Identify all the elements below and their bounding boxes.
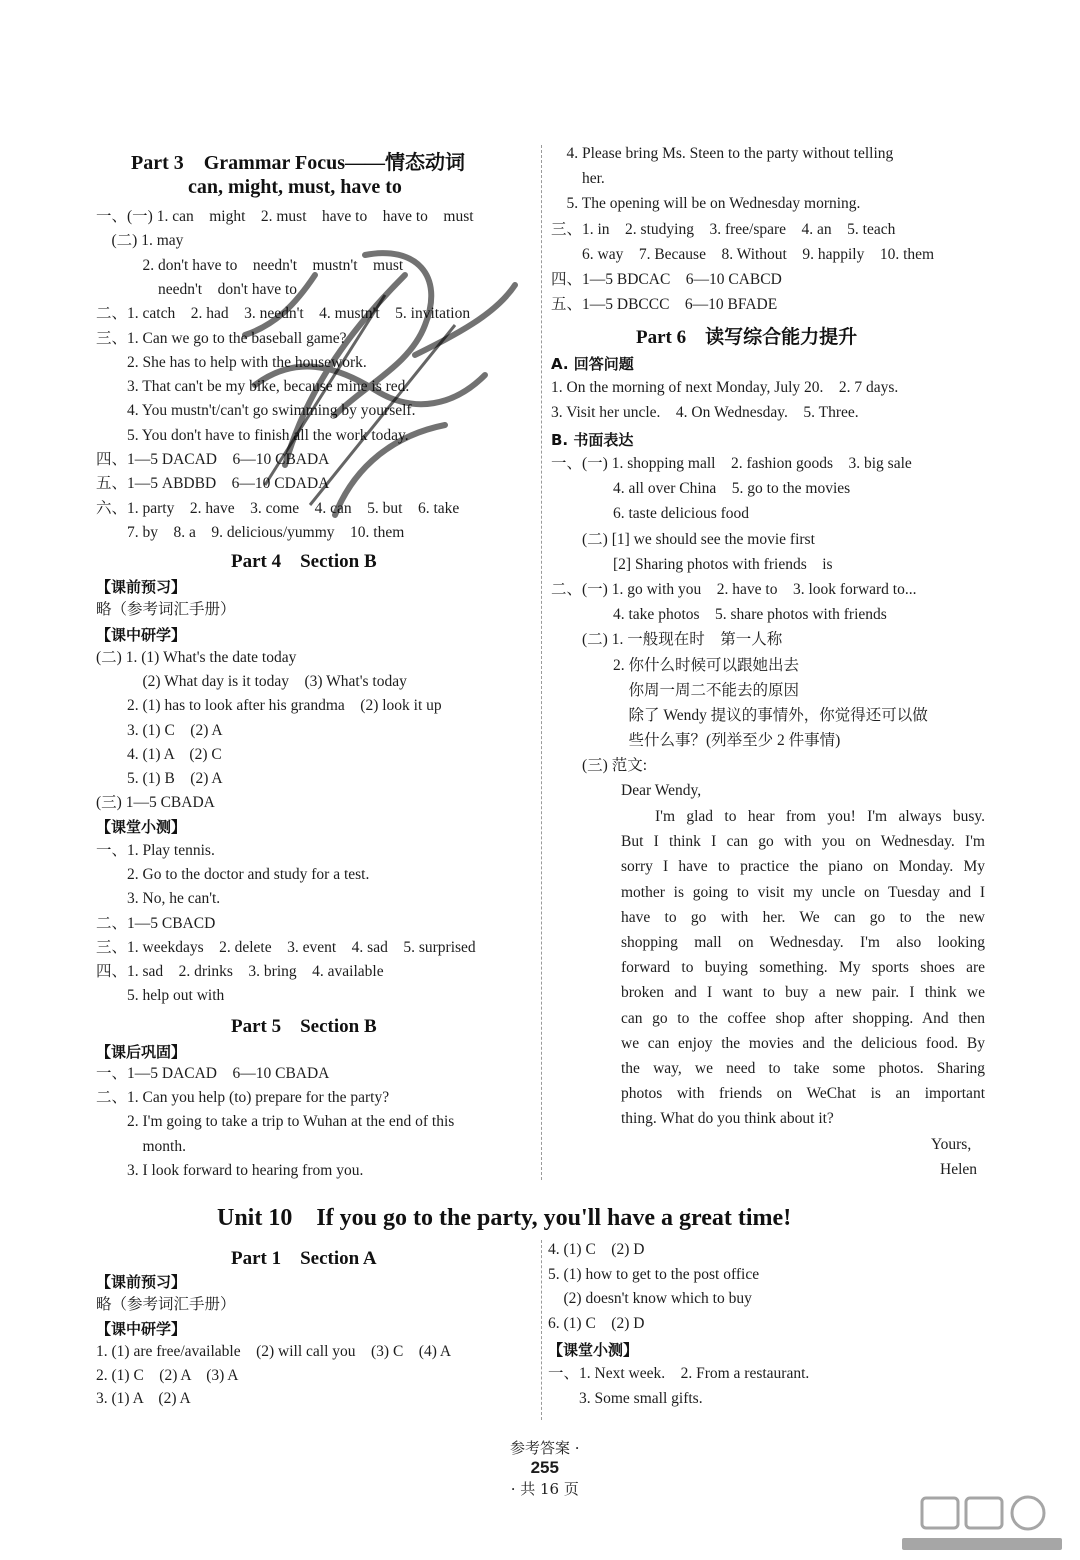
answer-line: 2. She has to help with the housework. [96,353,367,371]
unit10-tag-quiz: 【课堂小测】 [548,1341,639,1359]
column-divider [541,145,542,1180]
answer-line: 三、1. weekdays 2. delete 3. event 4. sad 5. surprised [96,938,476,956]
answer-line: 5. (1) how to get to the post office [548,1265,760,1283]
answer-line: 4. (1) C (2) D [548,1241,645,1258]
unit10-preview-text: 略（参考词汇手册） [96,1296,236,1313]
answer-line: 3. Some small gifts. [548,1390,703,1407]
letter-line: we can enjoy the movies and the delicious food. By [621,1034,985,1052]
section-tag-study: 【课中研学】 [96,626,187,644]
answer-line: 一、1—5 DACAD 6—10 CBADA [96,1065,330,1082]
section-tag-quiz: 【课堂小测】 [96,818,187,836]
answer-line: 7. by 8. a 9. delicious/yummy 10. them [96,523,405,541]
answer-line: (三) 1—5 CBADA [96,794,215,812]
answer-line: 4. Please bring Ms. Steen to the party without telling [551,145,894,162]
page-footer [0,1419,1080,1499]
letter-line: can go to the coffee shop after shopping. And then [621,1009,985,1027]
section-tag-preview: 【课前预习】 [96,578,187,596]
footer-suffix: · 共 16 页 [510,1480,579,1498]
answer-line: 6. way 7. Because 8. Without 9. happily 10. them [551,245,935,263]
answer-line: 一、1. Play tennis. [96,842,215,859]
answer-line: 5. The opening will be on Wednesday morning. [551,195,861,213]
unit10-title: Unit 10 If you go to the party, you'll have a great time! [217,1205,792,1231]
answer-line: 3. (1) A (2) A [96,1390,191,1407]
answer-line: (2) What day is it today (3) What's today [96,673,407,691]
answer-line: 3. I look forward to hearing from you. [96,1161,364,1179]
answer-line: 4. all over China 5. go to the movies [551,480,851,498]
letter-line: thing. What do you think about it? [621,1110,834,1128]
letter-line: I'm glad to hear from you! I'm always busy. [655,808,985,825]
answer-line: 3. No, he can't. [96,890,221,908]
answer-line: 五、1—5 ABDBD 6—10 CDADA [96,475,330,493]
letter-line: sorry I have to practice the piano on Monday. My [621,858,985,876]
answer-line: 5. You don't have to finish all the work today. [96,426,409,444]
part4-heading: Part 4 Section B [231,551,377,572]
answer-line: [2] Sharing photos with friends is [551,555,833,573]
letter-line: photos with friends on WeChat is an important [621,1085,985,1103]
answer-line: 一、(一) 1. can might 2. must have to have to must [96,208,474,225]
answer-line: (二) 1. may [96,232,184,250]
writing-tag: B. 书面表达 [551,431,634,449]
answer-line: 2. don't have to needn't mustn't must [96,256,404,274]
letter-line: shopping mall on Wednesday. I'm also looking [621,934,985,951]
page-number: 255 [530,1458,559,1477]
answer-line: 2. 你什么时候可以跟她出去 [551,656,800,674]
answer-line: 3. Visit her uncle. 4. On Wednesday. 5. Three. [551,404,859,421]
answer-line: (2) doesn't know which to buy [548,1290,752,1308]
answer-line: 二、1. Can you help (to) prepare for the party? [96,1089,390,1107]
answer-line: 4. (1) A (2) C [96,745,222,763]
corner-logo [882,1494,1072,1554]
unit10-part1-heading: Part 1 Section A [231,1248,377,1269]
answer-line: 3. That can't be my bike, because mine is red. [96,378,410,396]
preview-text: 略（参考词汇手册） [96,601,236,618]
answer-line: 一、1. Next week. 2. From a restaurant. [548,1365,810,1382]
answer-line: (二) [1] we should see the movie first [551,530,815,548]
answer-line: 二、1—5 CBACD [96,914,216,932]
answer-line: 5. (1) B (2) A [96,770,223,787]
answer-line: 四、1—5 DACAD 6—10 CBADA [96,451,330,468]
answer-line: 2. Go to the doctor and study for a test. [96,866,370,884]
answer-line: 6. (1) C (2) D [548,1315,645,1333]
part3-subheading: can, might, must, have to [188,176,402,198]
letter-line: But I think I can go with you on Wednesday. I'm [621,833,985,851]
answer-line: 2. I'm going to take a trip to Wuhan at the end of this [96,1113,455,1131]
letter-signature: Helen [940,1161,978,1178]
answer-line: 六、1. party 2. have 3. come 4. can 5. but 6. take [96,499,460,517]
answer-line: her. [551,170,605,188]
answer-line: 五、1—5 DBCCC 6—10 BFADE [551,296,778,314]
part3-heading: Part 3 Grammar Focus——情态动词 [131,152,466,174]
answer-line: needn't don't have to [96,280,298,298]
answer-line: 2. (1) C (2) A (3) A [96,1366,239,1384]
answer-line: (二) 1. 一般现在时 第一人称 [551,631,783,649]
part6-heading: Part 6 读写综合能力提升 [636,327,858,348]
letter-line: the way, we need to take some photos. Sharing [621,1060,985,1077]
answer-line: 4. take photos 5. share photos with friends [551,606,887,624]
answer-line: 二、(一) 1. go with you 2. have to 3. look forward to... [551,581,917,598]
answer-line: 四、1. sad 2. drinks 3. bring 4. available [96,963,384,980]
answer-line: 3. (1) C (2) A [96,721,223,739]
answer-line: 1. On the morning of next Monday, July 20. 2. 7 days. [551,379,899,396]
answer-line: 1. (1) are free/available (2) will call you (3) C (4) A [96,1343,452,1360]
column-divider-bottom [541,1240,542,1420]
answer-line: 些什么事？(列举至少 2 件事情) [551,732,841,750]
letter-line: have to go with her. We can go to the new [621,908,985,926]
answer-line: 除了 Wendy 提议的事情外，你觉得还可以做 [551,707,928,724]
answer-line: 2. (1) has to look after his grandma (2) look it up [96,697,442,715]
letter-line: broken and I want to buy a new pair. I think we [621,984,985,1002]
answer-line: 四、1—5 BDCAC 6—10 CABCD [551,271,782,288]
letter-greeting: Dear Wendy, [621,782,702,799]
unit10-tag-study: 【课中研学】 [96,1320,187,1338]
answer-line: month. [96,1137,186,1155]
answer-line: 三、1. Can we go to the baseball game? [96,329,347,347]
answer-line: 二、1. catch 2. had 3. needn't 4. mustn't 5. invitation [96,305,471,323]
answer-line: 三、1. in 2. studying 3. free/spare 4. an 5. teach [551,220,896,238]
letter-line: forward to buying something. My sports shoes are [621,959,985,977]
unit10-tag-preview: 【课前预习】 [96,1273,187,1291]
part5-heading: Part 5 Section B [231,1016,377,1037]
letter-closing: Yours, [931,1136,972,1153]
answer-line: (三) 范文: [551,757,648,775]
answer-questions-tag: A. 回答问题 [551,355,634,373]
answer-line: 你周一周二不能去的原因 [551,681,800,699]
section-tag-review: 【课后巩固】 [96,1043,187,1061]
answer-line: 4. You mustn't/can't go swimming by yourself. [96,402,416,420]
answer-line: (二) 1. (1) What's the date today [96,649,297,666]
footer-prefix: 参考答案 · [510,1439,580,1457]
answer-line: 6. taste delicious food [551,505,750,523]
letter-line: mother is going to visit my uncle on Tuesday and I [621,883,985,901]
answer-line: 一、(一) 1. shopping mall 2. fashion goods 3. big sale [551,455,912,472]
answer-line: 5. help out with [96,987,225,1005]
